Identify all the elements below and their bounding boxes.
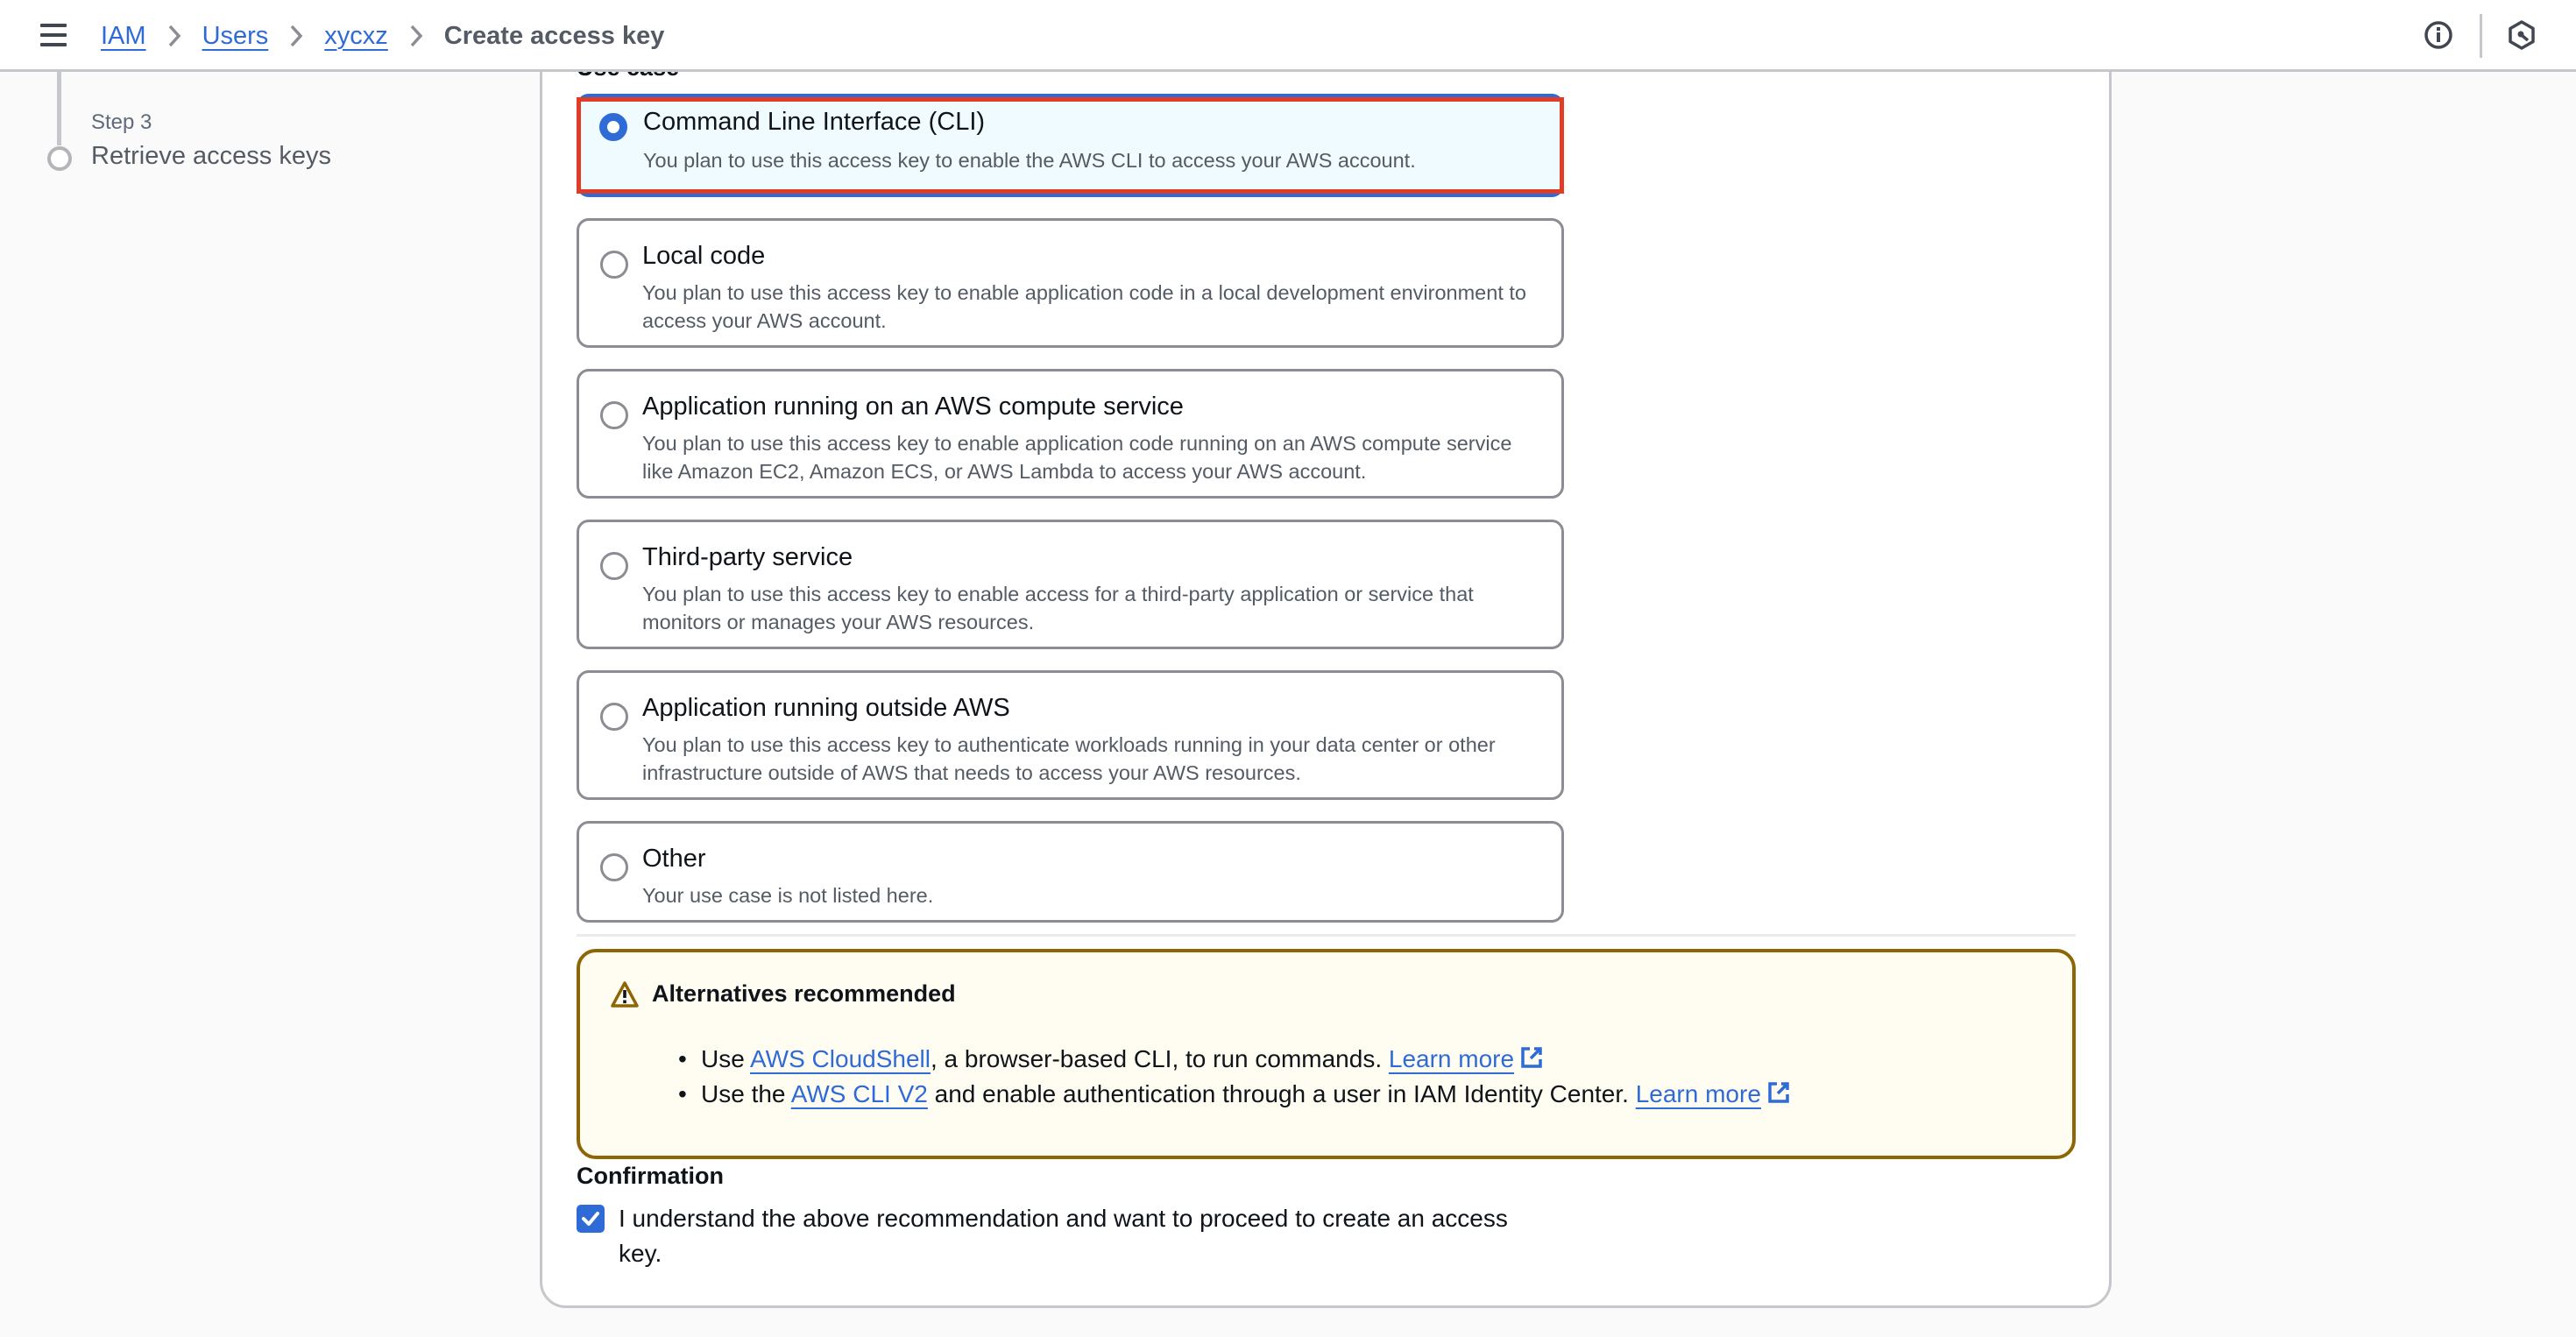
alert-title: Alternatives recommended <box>652 980 956 1007</box>
item-text: , a browser-based CLI, to run commands. <box>930 1045 1389 1072</box>
step-3-title[interactable]: Retrieve access keys <box>91 142 331 170</box>
external-link-icon[interactable] <box>1519 1044 1544 1069</box>
option-title: Command Line Interface (CLI) <box>643 108 986 136</box>
alternatives-warning-alert <box>577 949 2076 1159</box>
use-case-option-third-party[interactable] <box>577 520 1564 649</box>
item-text: and enable authentication through a user in IAM Identity Center. <box>927 1080 1636 1107</box>
option-title: Application running outside AWS <box>642 694 1010 722</box>
learn-more-identity-center-link[interactable]: Learn more <box>1635 1080 1761 1107</box>
radio-unselected-icon[interactable] <box>600 251 628 279</box>
chevron-right-icon <box>399 24 434 48</box>
option-description: You plan to use this access key to authenticate workloads running in your data center or other infrastructure outside of AWS that needs to access your AWS resources. <box>642 733 1496 784</box>
option-title: Other <box>642 845 706 873</box>
option-description: You plan to use this access key to enable application code running on an AWS compute service like Amazon EC2, Amazon ECS, or AWS Lambda to access your AWS account. <box>642 432 1512 483</box>
cloudshell-icon[interactable] <box>2506 19 2537 51</box>
external-link-icon[interactable] <box>1766 1079 1791 1104</box>
alternative-item-cloudshell <box>701 1042 1791 1077</box>
hamburger-menu-icon[interactable] <box>40 24 67 46</box>
option-title: Third-party service <box>642 543 853 571</box>
breadcrumb-current-page: Create access key <box>443 21 665 50</box>
section-divider <box>577 934 2076 937</box>
option-title: Local code <box>642 242 766 270</box>
chevron-right-icon <box>157 24 192 48</box>
use-case-option-other[interactable] <box>577 821 1564 923</box>
wizard-steps <box>0 72 526 247</box>
option-description: Your use case is not listed here. <box>642 884 934 907</box>
aws-cli-v2-link[interactable]: AWS CLI V2 <box>790 1080 928 1107</box>
use-case-option-aws-compute[interactable] <box>577 369 1564 499</box>
header-divider <box>2480 14 2482 58</box>
info-icon[interactable] <box>2423 19 2454 51</box>
warning-triangle-icon <box>610 980 640 1008</box>
breadcrumb-iam[interactable]: IAM <box>101 21 146 50</box>
radio-unselected-icon[interactable] <box>600 853 628 881</box>
chevron-right-icon <box>279 24 314 48</box>
confirmation-label: Confirmation <box>577 1163 724 1189</box>
radio-unselected-icon[interactable] <box>600 401 628 429</box>
radio-unselected-icon[interactable] <box>600 703 628 731</box>
item-text: Use the <box>701 1080 791 1107</box>
step-3-status-circle-icon <box>47 146 72 171</box>
use-case-option-local-code[interactable] <box>577 218 1564 348</box>
checkmark-icon <box>577 1205 605 1233</box>
radio-unselected-icon[interactable] <box>600 552 628 580</box>
alternative-item-cli-v2 <box>701 1077 1791 1112</box>
alternatives-list <box>701 1042 1791 1112</box>
breadcrumb-users[interactable]: Users <box>202 21 269 50</box>
use-case-option-cli[interactable] <box>577 94 1564 197</box>
item-text: Use <box>701 1045 751 1072</box>
use-case-option-outside-aws[interactable] <box>577 670 1564 800</box>
option-description: You plan to use this access key to enable access for a third-party application or service that monitors or manages your AWS resources. <box>642 583 1474 633</box>
option-title: Application running on an AWS compute service <box>642 393 1184 421</box>
step-connector-line <box>57 72 61 145</box>
confirmation-checkbox-label[interactable]: I understand the above recommendation and want to proceed to create an access key. <box>619 1205 1508 1267</box>
radio-selected-icon[interactable] <box>599 113 627 141</box>
confirmation-checkbox[interactable] <box>577 1205 605 1233</box>
breadcrumb <box>101 18 664 54</box>
step-3-label: Step 3 <box>91 110 152 134</box>
aws-cloudshell-link[interactable]: AWS CloudShell <box>750 1045 931 1072</box>
breadcrumb-user-xycxz[interactable]: xycxz <box>324 21 388 50</box>
learn-more-cloudshell-link[interactable]: Learn more <box>1388 1045 1515 1072</box>
option-description: You plan to use this access key to enable the AWS CLI to access your AWS account. <box>643 149 1416 172</box>
top-navigation-bar <box>0 0 2576 72</box>
option-description: You plan to use this access key to enable application code in a local development environment to access your AWS account. <box>642 281 1526 332</box>
